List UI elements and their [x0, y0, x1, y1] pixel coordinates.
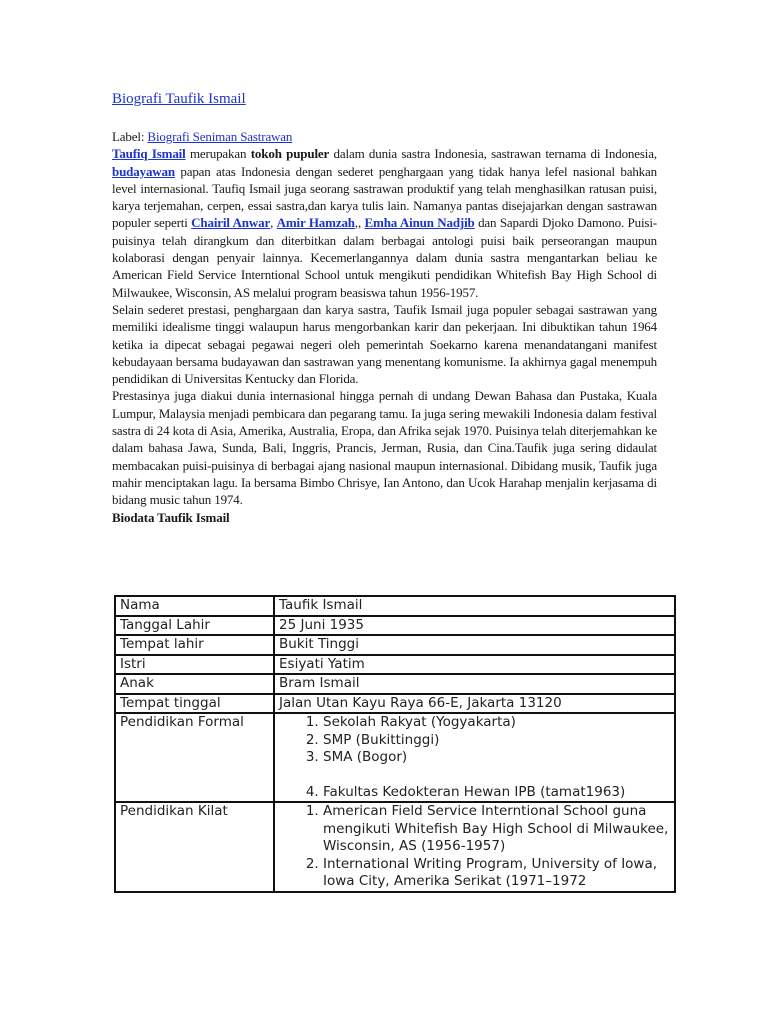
biodata-table — [114, 595, 676, 893]
p1-text-3: papan atas Indonesia dengan sederet penghargaan yang tidak hanya lefel nasional bahkan level internasional. Taufiq Ismail juga seorang sastrawan produktif yang telah menghasilkan ratusan puisi, karya terjemahan, cerpen, essai sastra,dan karya tulis lain. Namanya pantas disejajarkan dengan sastrawan populer seperti — [112, 163, 657, 231]
row-key: Tempat tinggal — [115, 694, 274, 714]
label-line — [112, 128, 657, 145]
row-value: Bukit Tinggi — [274, 635, 675, 655]
list-item: 2. International Writing Program, University of Iowa, Iowa City, Amerika Serikat (1971–1972 — [323, 856, 671, 891]
table-row — [115, 655, 675, 675]
table-row — [115, 713, 675, 802]
formal-education-list — [279, 714, 671, 801]
row-value: Esiyati Yatim — [274, 655, 675, 675]
p1-text-1: merupakan — [185, 146, 251, 162]
amir-hamzah-link[interactable]: Amir Hamzah — [276, 215, 355, 231]
table-row — [115, 635, 675, 655]
row-key: Nama — [115, 596, 274, 616]
list-item: 1. American Field Service Interntional School guna mengikuti Whitefish Bay High School di Milwaukee, Wisconsin, AS (1956-1957) — [323, 803, 671, 856]
paragraph-2: Selain sederet prestasi, penghargaan dan karya sastra, Taufik Ismail juga populer sebagai sastrawan yang memiliki idealisme tinggi walaupun harus mengorbankan karir dan pekerjaan. Ini dibuktikan tahun 1964 ketika ia dipecat sebagai pegawai negeri oleh pemerintah Soekarno karena menandatangani manifest kebudayaan bersama budayawan dan sastrawan yang menentang komunisme. Ia akhirnya gagal menempuh pendidikan di Universitas Kentucky dan Florida. — [112, 301, 657, 387]
table-row — [115, 616, 675, 636]
list-item: 3. SMA (Bogor) — [323, 749, 671, 767]
budayawan-link[interactable]: budayawan — [112, 163, 175, 179]
row-value — [274, 713, 675, 802]
row-key: Istri — [115, 655, 274, 675]
chairil-anwar-link[interactable]: Chairil Anwar — [191, 215, 271, 231]
title-link[interactable]: Biografi Taufik Ismail — [112, 91, 246, 107]
row-value — [274, 802, 675, 892]
page-title[interactable] — [112, 91, 246, 108]
emha-ainun-nadjib-link[interactable]: Emha Ainun Nadjib — [364, 215, 475, 231]
list-item: 1. Sekolah Rakyat (Yogyakarta) — [323, 714, 671, 732]
row-key: Pendidikan Kilat — [115, 802, 274, 892]
table-row — [115, 596, 675, 616]
row-key: Tanggal Lahir — [115, 616, 274, 636]
list-item: 4. Fakultas Kedokteran Hewan IPB (tamat1963) — [323, 784, 671, 802]
article-body — [112, 128, 657, 526]
list-item: 2. SMP (Bukittinggi) — [323, 732, 671, 750]
table-row — [115, 674, 675, 694]
paragraph-3: Prestasinya juga diakui dunia internasional hingga pernah di undang Dewan Bahasa dan Pustaka, Kuala Lumpur, Malaysia menjadi pembicara dan pegarang tamu. Ia juga sering mewakili Indonesia dalam festival sastra di 24 kota di Asia, Amerika, Australia, Eropa, dan Afrika sejak 1970. Puisinya telah diterjemahkan ke dalam bahasa Jawa, Sunda, Bali, Inggris, Prancis, Jerman, Rusia, dan Cina.Taufik juga sering didaulat membacakan puisi-puisinya di berbagai ajang nasional maupun internasional. Dibidang musik, Taufik juga mahir menciptakan lagu. Ia bersama Bimbo Chrisye, Ian Antono, dan Ucok Harahap menjalin kerjasama di bidang music tahun 1974. — [112, 388, 657, 508]
label-link[interactable]: Biografi Seniman Sastrawan — [147, 129, 293, 144]
row-key: Pendidikan Formal — [115, 713, 274, 802]
table-row — [115, 694, 675, 714]
row-value: Jalan Utan Kayu Raya 66-E, Jakarta 13120 — [274, 694, 675, 714]
table-row — [115, 802, 675, 892]
paragraph-1 — [112, 145, 657, 301]
row-key: Tempat lahir — [115, 635, 274, 655]
p1-text-5: ,, — [354, 215, 365, 231]
name-link[interactable]: Taufiq Ismail — [112, 146, 186, 162]
row-key: Anak — [115, 674, 274, 694]
p1-bold: tokoh pupuler — [250, 146, 330, 162]
list-spacer — [323, 767, 671, 784]
p1-text-4: , — [270, 215, 277, 231]
row-value: 25 Juni 1935 — [274, 616, 675, 636]
p1-text-6: dan Sapardi Djoko Damono. Puisi-puisinya telah dirangkum dan diterbitkan dalam berbagai antologi puisi baik perseorangan maupun kolaborasi dengan penyair lainnya. Kecemerlangannya dalam dunia sastra mengantarkan beliau ke American Field Service Interntional School untuk mengikuti pendidikan Whitefish Bay High School di Milwaukee, Wisconsin, AS melalui program beasiswa tahun 1956-1957. — [112, 215, 657, 300]
row-value: Bram Ismail — [274, 674, 675, 694]
row-value: Taufik Ismail — [274, 596, 675, 616]
short-education-list — [279, 803, 671, 891]
p1-text-2: dalam dunia sastra Indonesia, sastrawan ternama di Indonesia, — [329, 146, 657, 162]
biodata-heading: Biodata Taufik Ismail — [112, 509, 230, 525]
label-prefix: Label: — [112, 129, 145, 144]
